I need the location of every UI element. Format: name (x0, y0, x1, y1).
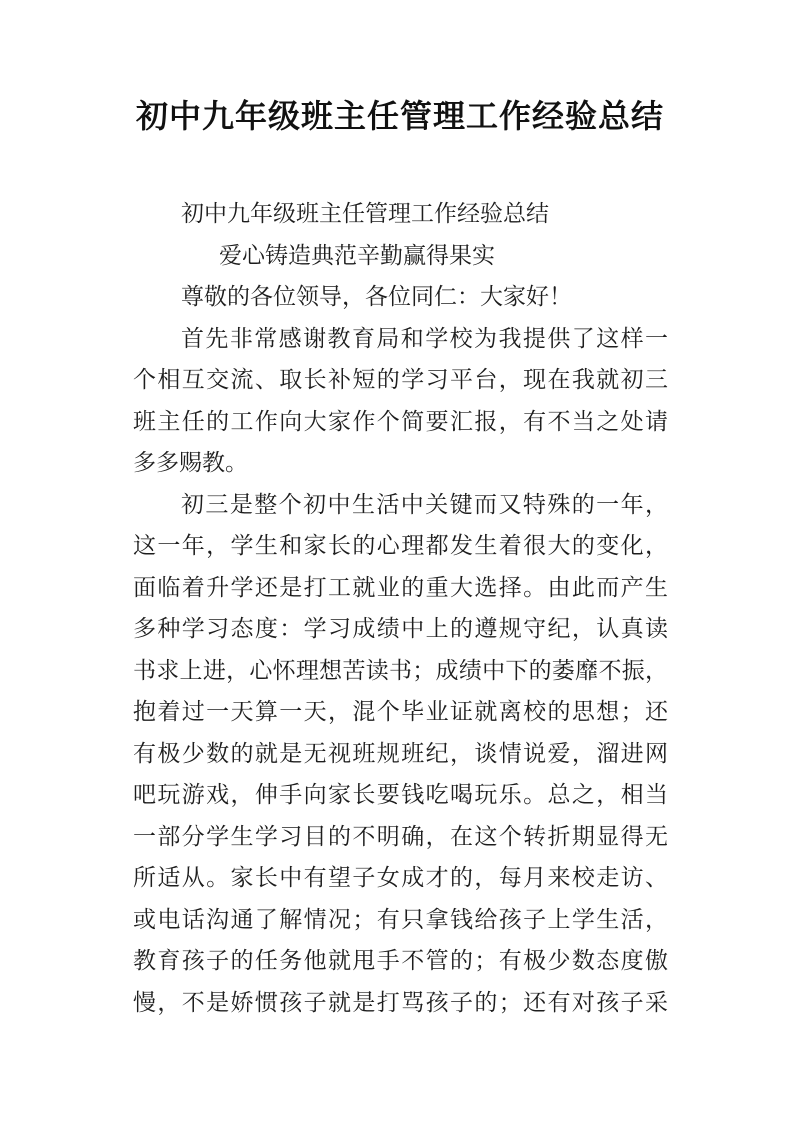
text-line: 面临着升学还是打工就业的重大选择。由此而产生 (133, 574, 668, 600)
text-line: 慢，不是娇惯孩子就是打骂孩子的；还有对孩子采 (133, 989, 668, 1015)
text-line: 初中九年级班主任管理工作经验总结 (181, 201, 549, 226)
text-line: 多多赐教。 (133, 450, 248, 475)
text-line: 书求上进，心怀理想苦读书；成绩中下的萎靡不振， (133, 657, 668, 683)
page-title: 初中九年级班主任管理工作经验总结 (135, 98, 664, 134)
text-line: 个相互交流、取长补短的学习平台，现在我就初三 (133, 367, 668, 392)
text-line: 爱心铸造典范辛勤赢得果实 (219, 242, 495, 268)
text-line: 或电话沟通了解情况；有只拿钱给孩子上学生活， (133, 906, 668, 932)
text-line: 这一年，学生和家长的心理都发生着很大的变化， (133, 533, 668, 558)
text-line: 班主任的工作向大家作个简要汇报，有不当之处请 (133, 408, 668, 434)
text-line: 教育孩子的任务他就甩手不管的；有极少数态度傲 (133, 948, 668, 973)
text-line: 抱着过一天算一天，混个毕业证就离校的思想；还 (133, 699, 668, 724)
text-line: 尊敬的各位领导，各位同仁：大家好！ (181, 284, 572, 309)
text-line: 所适从。家长中有望子女成才的，每月来校走访、 (133, 865, 668, 890)
text-line: 一部分学生学习目的不明确，在这个转折期显得无 (133, 823, 668, 849)
text-line: 多种学习态度：学习成绩中上的遵规守纪，认真读 (133, 616, 668, 641)
document-body (133, 193, 668, 1023)
text-line: 有极少数的就是无视班规班纪，谈情说爱，溜进网 (133, 740, 668, 766)
text-line: 吧玩游戏，伸手向家长要钱吃喝玩乐。总之，相当 (133, 782, 668, 807)
text-line: 首先非常感谢教育局和学校为我提供了这样一 (181, 325, 668, 351)
text-line: 初三是整个初中生活中关键而又特殊的一年， (181, 491, 668, 517)
